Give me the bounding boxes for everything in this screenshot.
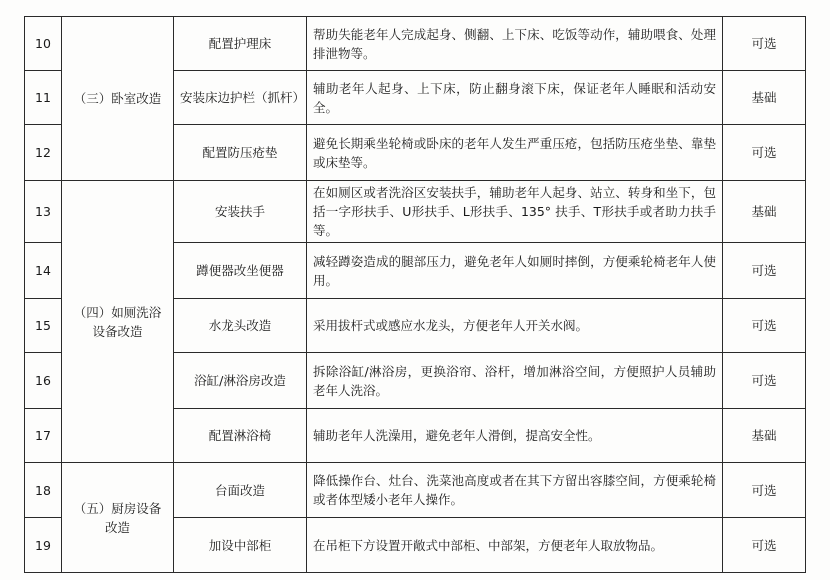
row-number: 12 [25, 125, 62, 181]
row-number: 11 [25, 71, 62, 125]
renovation-items-table [24, 16, 806, 573]
row-number: 18 [25, 463, 62, 518]
item-name: 加设中部柜 [174, 518, 307, 573]
category-bathroom: （四）如厕洗浴设备改造 [62, 181, 174, 463]
item-type: 可选 [723, 463, 806, 518]
item-type: 可选 [723, 17, 806, 71]
item-type: 基础 [723, 71, 806, 125]
item-description: 拆除浴缸/淋浴房，更换浴帘、浴杆，增加淋浴空间，方便照护人员辅助老年人洗浴。 [307, 353, 723, 409]
item-description: 辅助老年人洗澡用，避免老年人滑倒，提高安全性。 [307, 409, 723, 463]
item-description: 降低操作台、灶台、洗菜池高度或者在其下方留出容膝空间，方便乘轮椅或者体型矮小老年人操作。 [307, 463, 723, 518]
item-description: 减轻蹲姿造成的腿部压力，避免老年人如厕时摔倒，方便乘轮椅老年人使用。 [307, 243, 723, 299]
table-row [25, 463, 806, 518]
item-description: 帮助失能老年人完成起身、侧翻、上下床、吃饭等动作，辅助喂食、处理排泄物等。 [307, 17, 723, 71]
item-name: 浴缸/淋浴房改造 [174, 353, 307, 409]
item-description: 在吊柜下方设置开敞式中部柜、中部架，方便老年人取放物品。 [307, 518, 723, 573]
item-type: 基础 [723, 409, 806, 463]
row-number: 17 [25, 409, 62, 463]
item-name: 配置防压疮垫 [174, 125, 307, 181]
item-type: 可选 [723, 353, 806, 409]
table-row [25, 17, 806, 71]
item-type: 可选 [723, 243, 806, 299]
item-name: 台面改造 [174, 463, 307, 518]
table-row [25, 181, 806, 243]
row-number: 13 [25, 181, 62, 243]
item-description: 避免长期乘坐轮椅或卧床的老年人发生严重压疮，包括防压疮坐垫、靠垫或床垫等。 [307, 125, 723, 181]
row-number: 14 [25, 243, 62, 299]
item-type: 基础 [723, 181, 806, 243]
item-name: 水龙头改造 [174, 299, 307, 353]
item-name: 蹲便器改坐便器 [174, 243, 307, 299]
row-number: 15 [25, 299, 62, 353]
item-type: 可选 [723, 518, 806, 573]
item-name: 配置护理床 [174, 17, 307, 71]
item-type: 可选 [723, 299, 806, 353]
item-description: 辅助老年人起身、上下床，防止翻身滚下床，保证老年人睡眠和活动安全。 [307, 71, 723, 125]
item-name: 配置淋浴椅 [174, 409, 307, 463]
row-number: 16 [25, 353, 62, 409]
item-description: 在如厕区或者洗浴区安装扶手，辅助老年人起身、站立、转身和坐下，包括一字形扶手、U形扶手、L形扶手、135° 扶手、T形扶手或者助力扶手等。 [307, 181, 723, 243]
item-description: 采用拔杆式或感应水龙头，方便老年人开关水阀。 [307, 299, 723, 353]
category-bedroom: （三）卧室改造 [62, 17, 174, 181]
category-kitchen: （五）厨房设备改造 [62, 463, 174, 573]
item-name: 安装扶手 [174, 181, 307, 243]
item-type: 可选 [723, 125, 806, 181]
row-number: 19 [25, 518, 62, 573]
item-name: 安装床边护栏（抓杆） [174, 71, 307, 125]
row-number: 10 [25, 17, 62, 71]
